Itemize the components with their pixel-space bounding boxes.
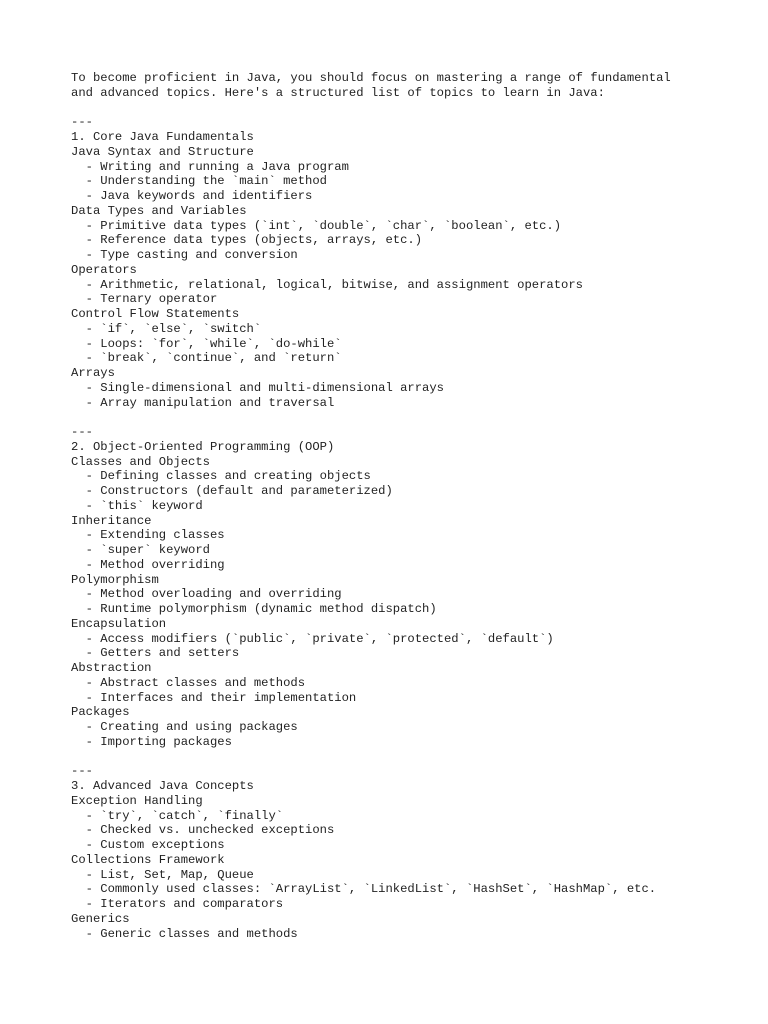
section-divider: ---: [71, 115, 93, 130]
topic-heading: Operators: [71, 262, 137, 277]
bullet-item: - Understanding the `main` method: [71, 174, 327, 189]
topic-heading: Exception Handling: [71, 793, 203, 808]
bullet-item: - Single-dimensional and multi-dimensional arrays: [71, 380, 444, 395]
blank-line: [71, 750, 751, 765]
bullet-item: - Creating and using packages: [71, 720, 298, 734]
blank-line: [71, 101, 751, 116]
topic-heading: Classes and Objects: [71, 454, 210, 469]
bullet-item: - `this` keyword: [71, 498, 203, 513]
topic-heading: Data Types and Variables: [71, 203, 247, 218]
blank-line: [71, 410, 751, 425]
bullet-item: - List, Set, Map, Queue: [71, 867, 254, 882]
bullet-item: - Ternary operator: [71, 292, 218, 307]
bullet-item: - `super` keyword: [71, 543, 210, 557]
topic-heading: Java Syntax and Structure: [71, 144, 254, 159]
bullet-item: - Getters and setters: [71, 646, 240, 661]
bullet-item: - Access modifiers (`public`, `private`, `protected`, `default`): [71, 631, 554, 646]
bullet-item: - `if`, `else`, `switch`: [71, 321, 262, 336]
bullet-item: - Custom exceptions: [71, 838, 225, 852]
bullet-item: - Defining classes and creating objects: [71, 469, 371, 484]
bullet-item: - Importing packages: [71, 734, 232, 749]
topic-heading: Encapsulation: [71, 616, 167, 631]
bullet-item: - Reference data types (objects, arrays, etc.): [71, 233, 423, 248]
section-divider: ---: [71, 764, 93, 779]
topic-heading: Abstraction: [71, 661, 152, 675]
bullet-item: - Generic classes and methods: [71, 926, 298, 941]
bullet-item: - Type casting and conversion: [71, 248, 298, 262]
topic-heading: Polymorphism: [71, 572, 159, 587]
bullet-item: - Checked vs. unchecked exceptions: [71, 823, 335, 838]
bullet-item: - Extending classes: [71, 528, 225, 543]
topic-heading: Inheritance: [71, 513, 152, 528]
bullet-item: - Primitive data types (`int`, `double`, `char`, `boolean`, etc.): [71, 218, 562, 233]
bullet-item: - Java keywords and identifiers: [71, 189, 313, 203]
bullet-item: - Writing and running a Java program: [71, 159, 349, 174]
bullet-item: - Arithmetic, relational, logical, bitwise, and assignment operators: [71, 277, 583, 292]
bullet-item: - Constructors (default and parameterized): [71, 484, 393, 498]
bullet-item: - Commonly used classes: `ArrayList`, `LinkedList`, `HashSet`, `HashMap`, etc.: [71, 882, 657, 897]
bullet-item: - `break`, `continue`, and `return`: [71, 351, 342, 366]
bullet-item: - Iterators and comparators: [71, 897, 284, 911]
section-heading: 2. Object-Oriented Programming (OOP): [71, 439, 335, 454]
bullet-item: - Runtime polymorphism (dynamic method dispatch): [71, 602, 437, 616]
bullet-item: - `try`, `catch`, `finally`: [71, 808, 284, 823]
topic-heading: Packages: [71, 705, 130, 720]
section-heading: 1. Core Java Fundamentals: [71, 130, 254, 144]
intro-paragraph-line: To become proficient in Java, you should focus on mastering a range of fundamental: [71, 71, 671, 85]
bullet-item: - Array manipulation and traversal: [71, 395, 335, 410]
bullet-item: - Abstract classes and methods: [71, 675, 306, 690]
topic-heading: Collections Framework: [71, 852, 225, 867]
topic-heading: Control Flow Statements: [71, 307, 240, 321]
section-divider: ---: [71, 425, 93, 439]
topic-heading: Generics: [71, 911, 130, 926]
bullet-item: - Interfaces and their implementation: [71, 690, 357, 705]
document-body: [71, 71, 751, 941]
bullet-item: - Method overriding: [71, 557, 225, 572]
bullet-item: - Method overloading and overriding: [71, 587, 342, 602]
section-heading: 3. Advanced Java Concepts: [71, 779, 254, 793]
intro-paragraph-line: and advanced topics. Here's a structured list of topics to learn in Java:: [71, 85, 605, 100]
topic-heading: Arrays: [71, 366, 115, 380]
bullet-item: - Loops: `for`, `while`, `do-while`: [71, 336, 342, 351]
